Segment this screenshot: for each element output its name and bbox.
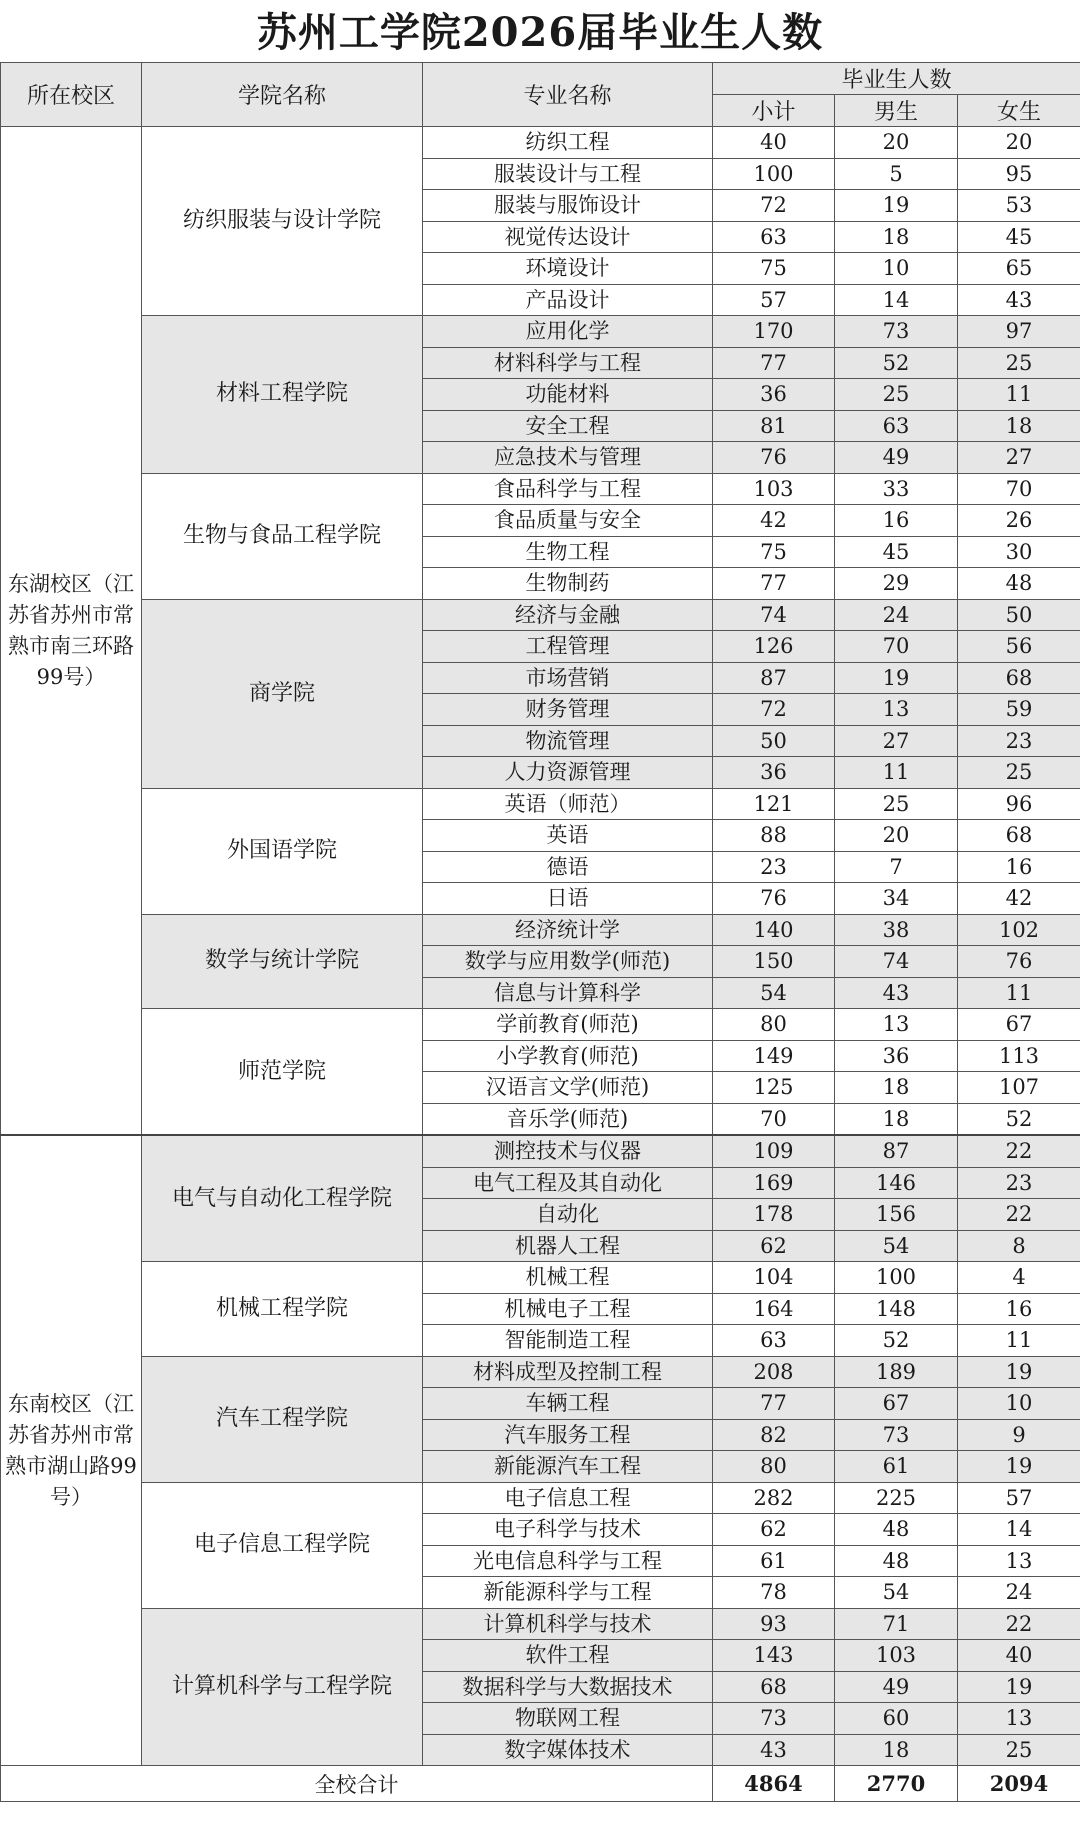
table-row (1, 1482, 1080, 1514)
female-cell: 8 (958, 1230, 1080, 1262)
major-cell: 德语 (423, 851, 713, 883)
male-cell: 52 (835, 347, 958, 379)
subtotal-cell: 149 (713, 1040, 835, 1072)
major-cell: 汽车服务工程 (423, 1419, 713, 1451)
subtotal-cell: 74 (713, 599, 835, 631)
major-cell: 日语 (423, 883, 713, 915)
grand-total-male: 2770 (835, 1766, 958, 1802)
female-cell: 19 (958, 1356, 1080, 1388)
female-cell: 19 (958, 1671, 1080, 1703)
header-college: 学院名称 (142, 63, 423, 127)
female-cell: 11 (958, 379, 1080, 411)
major-cell: 光电信息科学与工程 (423, 1545, 713, 1577)
male-cell: 49 (835, 442, 958, 474)
male-cell: 45 (835, 536, 958, 568)
header-female: 女生 (958, 95, 1080, 127)
header-major: 专业名称 (423, 63, 713, 127)
female-cell: 24 (958, 1577, 1080, 1609)
major-cell: 电子科学与技术 (423, 1514, 713, 1546)
subtotal-cell: 78 (713, 1577, 835, 1609)
table-row (1, 914, 1080, 946)
male-cell: 24 (835, 599, 958, 631)
major-cell: 信息与计算科学 (423, 977, 713, 1009)
female-cell: 48 (958, 568, 1080, 600)
female-cell: 14 (958, 1514, 1080, 1546)
male-cell: 33 (835, 473, 958, 505)
male-cell: 18 (835, 1072, 958, 1104)
male-cell: 7 (835, 851, 958, 883)
major-cell: 服装设计与工程 (423, 158, 713, 190)
female-cell: 65 (958, 253, 1080, 285)
major-cell: 机器人工程 (423, 1230, 713, 1262)
major-cell: 测控技术与仪器 (423, 1135, 713, 1167)
male-cell: 11 (835, 757, 958, 789)
college-cell: 计算机科学与工程学院 (142, 1608, 423, 1766)
major-cell: 食品科学与工程 (423, 473, 713, 505)
subtotal-cell: 62 (713, 1514, 835, 1546)
female-cell: 97 (958, 316, 1080, 348)
male-cell: 38 (835, 914, 958, 946)
male-cell: 13 (835, 694, 958, 726)
subtotal-cell: 36 (713, 757, 835, 789)
subtotal-cell: 72 (713, 190, 835, 222)
subtotal-cell: 61 (713, 1545, 835, 1577)
male-cell: 74 (835, 946, 958, 978)
male-cell: 54 (835, 1577, 958, 1609)
table-row (1, 316, 1080, 348)
female-cell: 19 (958, 1451, 1080, 1483)
subtotal-cell: 57 (713, 284, 835, 316)
subtotal-cell: 169 (713, 1167, 835, 1199)
subtotal-cell: 282 (713, 1482, 835, 1514)
subtotal-cell: 62 (713, 1230, 835, 1262)
subtotal-cell: 143 (713, 1640, 835, 1672)
female-cell: 20 (958, 127, 1080, 159)
table-body (1, 127, 1080, 1766)
female-cell: 43 (958, 284, 1080, 316)
subtotal-cell: 50 (713, 725, 835, 757)
female-cell: 16 (958, 1293, 1080, 1325)
male-cell: 19 (835, 190, 958, 222)
female-cell: 9 (958, 1419, 1080, 1451)
female-cell: 25 (958, 347, 1080, 379)
male-cell: 25 (835, 379, 958, 411)
major-cell: 机械工程 (423, 1262, 713, 1294)
female-cell: 18 (958, 410, 1080, 442)
college-cell: 电气与自动化工程学院 (142, 1135, 423, 1262)
college-cell: 外国语学院 (142, 788, 423, 914)
female-cell: 42 (958, 883, 1080, 915)
male-cell: 43 (835, 977, 958, 1009)
major-cell: 汉语言文学(师范) (423, 1072, 713, 1104)
major-cell: 材料科学与工程 (423, 347, 713, 379)
major-cell: 应用化学 (423, 316, 713, 348)
female-cell: 56 (958, 631, 1080, 663)
major-cell: 英语（师范） (423, 788, 713, 820)
page-title: 苏州工学院2026届毕业生人数 (256, 9, 824, 56)
male-cell: 52 (835, 1325, 958, 1357)
table-row (1, 473, 1080, 505)
male-cell: 20 (835, 127, 958, 159)
subtotal-cell: 93 (713, 1608, 835, 1640)
college-cell: 师范学院 (142, 1009, 423, 1136)
major-cell: 食品质量与安全 (423, 505, 713, 537)
male-cell: 14 (835, 284, 958, 316)
header-campus: 所在校区 (1, 63, 142, 127)
grand-total-female: 2094 (958, 1766, 1080, 1802)
male-cell: 71 (835, 1608, 958, 1640)
subtotal-cell: 40 (713, 127, 835, 159)
female-cell: 22 (958, 1199, 1080, 1231)
female-cell: 68 (958, 820, 1080, 852)
female-cell: 45 (958, 221, 1080, 253)
major-cell: 生物制药 (423, 568, 713, 600)
subtotal-cell: 70 (713, 1103, 835, 1135)
major-cell: 电气工程及其自动化 (423, 1167, 713, 1199)
female-cell: 23 (958, 1167, 1080, 1199)
male-cell: 48 (835, 1514, 958, 1546)
subtotal-cell: 63 (713, 1325, 835, 1357)
male-cell: 73 (835, 316, 958, 348)
subtotal-cell: 75 (713, 253, 835, 285)
major-cell: 电子信息工程 (423, 1482, 713, 1514)
major-cell: 英语 (423, 820, 713, 852)
major-cell: 数学与应用数学(师范) (423, 946, 713, 978)
subtotal-cell: 80 (713, 1009, 835, 1041)
female-cell: 53 (958, 190, 1080, 222)
female-cell: 13 (958, 1545, 1080, 1577)
college-cell: 材料工程学院 (142, 316, 423, 474)
female-cell: 16 (958, 851, 1080, 883)
female-cell: 4 (958, 1262, 1080, 1294)
subtotal-cell: 63 (713, 221, 835, 253)
male-cell: 10 (835, 253, 958, 285)
male-cell: 29 (835, 568, 958, 600)
male-cell: 34 (835, 883, 958, 915)
subtotal-cell: 73 (713, 1703, 835, 1735)
subtotal-cell: 82 (713, 1419, 835, 1451)
male-cell: 100 (835, 1262, 958, 1294)
male-cell: 146 (835, 1167, 958, 1199)
major-cell: 智能制造工程 (423, 1325, 713, 1357)
major-cell: 财务管理 (423, 694, 713, 726)
female-cell: 26 (958, 505, 1080, 537)
subtotal-cell: 68 (713, 1671, 835, 1703)
male-cell: 18 (835, 1103, 958, 1135)
major-cell: 车辆工程 (423, 1388, 713, 1420)
subtotal-cell: 72 (713, 694, 835, 726)
male-cell: 63 (835, 410, 958, 442)
male-cell: 18 (835, 221, 958, 253)
major-cell: 数据科学与大数据技术 (423, 1671, 713, 1703)
major-cell: 小学教育(师范) (423, 1040, 713, 1072)
subtotal-cell: 208 (713, 1356, 835, 1388)
female-cell: 50 (958, 599, 1080, 631)
female-cell: 70 (958, 473, 1080, 505)
female-cell: 68 (958, 662, 1080, 694)
female-cell: 25 (958, 757, 1080, 789)
college-cell: 生物与食品工程学院 (142, 473, 423, 599)
male-cell: 67 (835, 1388, 958, 1420)
female-cell: 107 (958, 1072, 1080, 1104)
grand-total-label: 全校合计 (1, 1766, 713, 1802)
male-cell: 18 (835, 1734, 958, 1766)
table-row (1, 1262, 1080, 1294)
college-cell: 纺织服装与设计学院 (142, 127, 423, 316)
male-cell: 36 (835, 1040, 958, 1072)
college-cell: 汽车工程学院 (142, 1356, 423, 1482)
campus-cell: 东湖校区（江苏省苏州市常熟市南三环路99号） (1, 127, 142, 1136)
college-cell: 电子信息工程学院 (142, 1482, 423, 1608)
table-row (1, 1135, 1080, 1167)
female-cell: 67 (958, 1009, 1080, 1041)
table-row (1, 127, 1080, 159)
subtotal-cell: 88 (713, 820, 835, 852)
male-cell: 54 (835, 1230, 958, 1262)
major-cell: 安全工程 (423, 410, 713, 442)
male-cell: 61 (835, 1451, 958, 1483)
female-cell: 10 (958, 1388, 1080, 1420)
major-cell: 经济与金融 (423, 599, 713, 631)
male-cell: 87 (835, 1135, 958, 1167)
major-cell: 软件工程 (423, 1640, 713, 1672)
major-cell: 市场营销 (423, 662, 713, 694)
table-row (1, 1356, 1080, 1388)
grand-total-row (1, 1766, 1080, 1802)
female-cell: 40 (958, 1640, 1080, 1672)
header-male: 男生 (835, 95, 958, 127)
female-cell: 76 (958, 946, 1080, 978)
major-cell: 新能源汽车工程 (423, 1451, 713, 1483)
subtotal-cell: 54 (713, 977, 835, 1009)
campus-cell: 东南校区（江苏省苏州市常熟市湖山路99号） (1, 1135, 142, 1766)
female-cell: 25 (958, 1734, 1080, 1766)
female-cell: 11 (958, 1325, 1080, 1357)
subtotal-cell: 75 (713, 536, 835, 568)
male-cell: 27 (835, 725, 958, 757)
subtotal-cell: 126 (713, 631, 835, 663)
major-cell: 数字媒体技术 (423, 1734, 713, 1766)
subtotal-cell: 77 (713, 568, 835, 600)
subtotal-cell: 76 (713, 442, 835, 474)
female-cell: 95 (958, 158, 1080, 190)
subtotal-cell: 150 (713, 946, 835, 978)
male-cell: 70 (835, 631, 958, 663)
male-cell: 73 (835, 1419, 958, 1451)
male-cell: 103 (835, 1640, 958, 1672)
male-cell: 20 (835, 820, 958, 852)
female-cell: 22 (958, 1608, 1080, 1640)
major-cell: 人力资源管理 (423, 757, 713, 789)
male-cell: 48 (835, 1545, 958, 1577)
subtotal-cell: 42 (713, 505, 835, 537)
subtotal-cell: 100 (713, 158, 835, 190)
subtotal-cell: 77 (713, 1388, 835, 1420)
subtotal-cell: 87 (713, 662, 835, 694)
subtotal-cell: 76 (713, 883, 835, 915)
major-cell: 功能材料 (423, 379, 713, 411)
college-cell: 商学院 (142, 599, 423, 788)
major-cell: 产品设计 (423, 284, 713, 316)
male-cell: 148 (835, 1293, 958, 1325)
major-cell: 计算机科学与技术 (423, 1608, 713, 1640)
subtotal-cell: 80 (713, 1451, 835, 1483)
major-cell: 服装与服饰设计 (423, 190, 713, 222)
subtotal-cell: 81 (713, 410, 835, 442)
male-cell: 189 (835, 1356, 958, 1388)
table-row (1, 1608, 1080, 1640)
major-cell: 工程管理 (423, 631, 713, 663)
female-cell: 102 (958, 914, 1080, 946)
male-cell: 225 (835, 1482, 958, 1514)
major-cell: 视觉传达设计 (423, 221, 713, 253)
female-cell: 13 (958, 1703, 1080, 1735)
major-cell: 学前教育(师范) (423, 1009, 713, 1041)
subtotal-cell: 23 (713, 851, 835, 883)
major-cell: 物流管理 (423, 725, 713, 757)
female-cell: 59 (958, 694, 1080, 726)
major-cell: 纺织工程 (423, 127, 713, 159)
major-cell: 音乐学(师范) (423, 1103, 713, 1135)
male-cell: 5 (835, 158, 958, 190)
graduates-table (0, 62, 1080, 1802)
table-row (1, 1009, 1080, 1041)
male-cell: 49 (835, 1671, 958, 1703)
female-cell: 23 (958, 725, 1080, 757)
subtotal-cell: 104 (713, 1262, 835, 1294)
male-cell: 60 (835, 1703, 958, 1735)
female-cell: 27 (958, 442, 1080, 474)
major-cell: 生物工程 (423, 536, 713, 568)
college-cell: 机械工程学院 (142, 1262, 423, 1357)
female-cell: 30 (958, 536, 1080, 568)
table-row (1, 599, 1080, 631)
male-cell: 156 (835, 1199, 958, 1231)
subtotal-cell: 43 (713, 1734, 835, 1766)
major-cell: 经济统计学 (423, 914, 713, 946)
major-cell: 环境设计 (423, 253, 713, 285)
major-cell: 自动化 (423, 1199, 713, 1231)
female-cell: 113 (958, 1040, 1080, 1072)
female-cell: 22 (958, 1135, 1080, 1167)
subtotal-cell: 121 (713, 788, 835, 820)
college-cell: 数学与统计学院 (142, 914, 423, 1009)
major-cell: 机械电子工程 (423, 1293, 713, 1325)
female-cell: 52 (958, 1103, 1080, 1135)
female-cell: 57 (958, 1482, 1080, 1514)
subtotal-cell: 170 (713, 316, 835, 348)
female-cell: 96 (958, 788, 1080, 820)
male-cell: 16 (835, 505, 958, 537)
grand-total-subtotal: 4864 (713, 1766, 835, 1802)
subtotal-cell: 164 (713, 1293, 835, 1325)
male-cell: 19 (835, 662, 958, 694)
subtotal-cell: 109 (713, 1135, 835, 1167)
male-cell: 13 (835, 1009, 958, 1041)
subtotal-cell: 125 (713, 1072, 835, 1104)
table-row (1, 788, 1080, 820)
subtotal-cell: 36 (713, 379, 835, 411)
subtotal-cell: 77 (713, 347, 835, 379)
subtotal-cell: 178 (713, 1199, 835, 1231)
subtotal-cell: 140 (713, 914, 835, 946)
header-graduates: 毕业生人数 (713, 63, 1080, 95)
table-header (1, 63, 1080, 127)
major-cell: 应急技术与管理 (423, 442, 713, 474)
major-cell: 物联网工程 (423, 1703, 713, 1735)
subtotal-cell: 103 (713, 473, 835, 505)
header-subtotal: 小计 (713, 95, 835, 127)
major-cell: 新能源科学与工程 (423, 1577, 713, 1609)
major-cell: 材料成型及控制工程 (423, 1356, 713, 1388)
male-cell: 25 (835, 788, 958, 820)
female-cell: 11 (958, 977, 1080, 1009)
